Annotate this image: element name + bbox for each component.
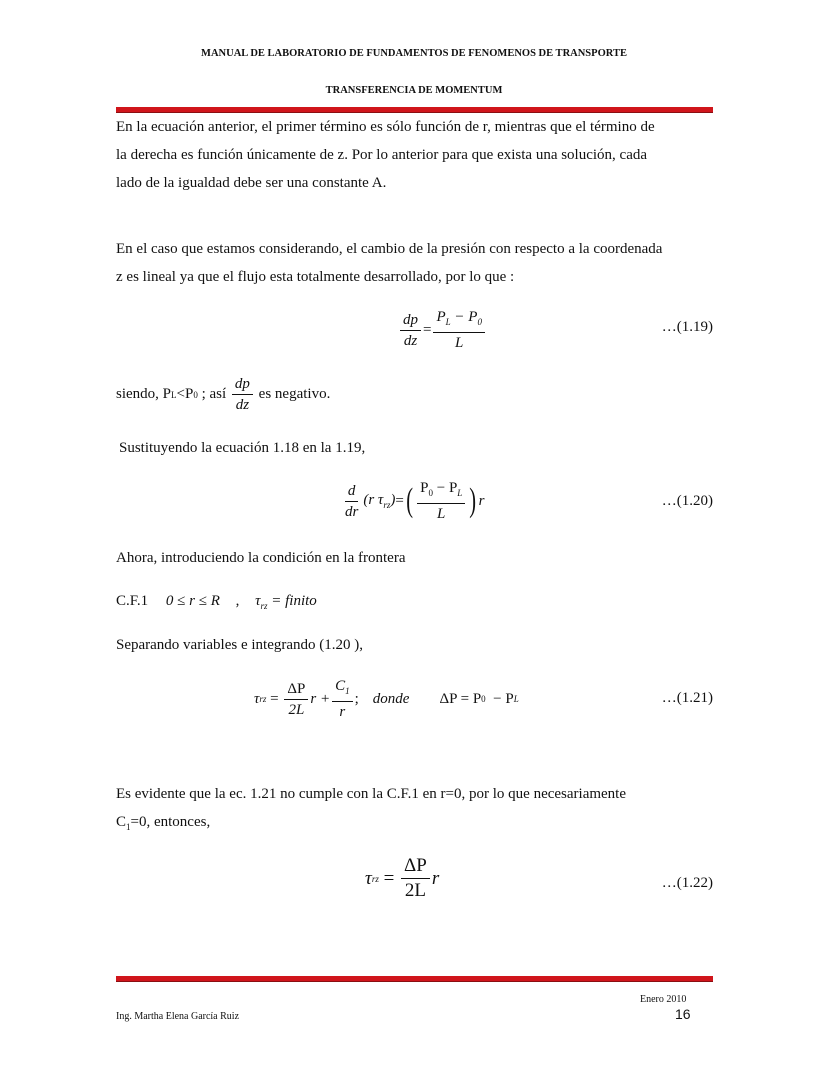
paragraph-3 [116, 780, 713, 841]
siendo-line [116, 374, 330, 415]
separando-line: Separando variables e integrando (1.20 ), [116, 637, 363, 653]
text: − P [485, 690, 514, 707]
symbol: τ [365, 867, 372, 889]
text-line: lado de la igualdad debe ser una constante A. [116, 175, 387, 191]
footer-date: Enero 2010 [640, 994, 687, 1005]
equals-sign: = [378, 867, 400, 889]
equation-1-20: $\frac{d}{dr}$ (r $\tau_{rz}$) = ( $\frac{P_0 - P_L}{L}$ ) r [340, 478, 484, 524]
subscript: rz [260, 601, 268, 611]
text: donde [372, 690, 410, 707]
symbol: r + [310, 690, 331, 707]
fraction-numerator: ΔP [401, 854, 430, 879]
text: = finito [267, 593, 317, 609]
equals-sign: = [395, 492, 404, 509]
fraction-denominator: 2L [288, 701, 305, 718]
fraction-numerator: d [345, 481, 359, 502]
symbol: P [420, 480, 429, 496]
symbol: P [468, 309, 478, 325]
subscript: 1 [126, 822, 131, 832]
range: 0 ≤ r ≤ R [165, 593, 220, 609]
equation-number: …(1.21) [661, 690, 713, 706]
fraction-denominator: L [455, 335, 464, 351]
fraction-denominator: dr [345, 503, 359, 520]
text: , [235, 593, 240, 609]
subscript: L [457, 488, 463, 498]
fraction-numerator: dp [400, 310, 421, 331]
subscript: 0 [193, 389, 198, 400]
subscript: 1 [345, 686, 350, 696]
subscript: 0 [477, 317, 482, 327]
subscript: rz [383, 500, 391, 510]
text: =0, entonces, [130, 814, 211, 830]
fraction-denominator: L [437, 506, 446, 522]
subscript: L [445, 317, 451, 327]
subscript: L [171, 389, 177, 400]
text: es negativo. [254, 386, 331, 402]
footer-author: Ing. Martha Elena García Ruiz [116, 1011, 240, 1022]
equation-1-22 [365, 854, 439, 903]
symbol: P [436, 309, 446, 325]
operator: − [432, 480, 449, 496]
fraction-denominator: 2L [404, 880, 426, 901]
equation-number: …(1.19) [661, 319, 713, 335]
symbol: τ [255, 593, 261, 609]
text: siendo, P [116, 386, 172, 402]
subscript: L [513, 694, 519, 704]
subscript: 0 [481, 694, 486, 704]
text-line: z es lineal ya que el flujo esta totalmente desarrollado, por lo que : [116, 269, 515, 285]
text-line: la derecha es función únicamente de z. Por lo anterior para que exista una solución, cada [116, 147, 648, 163]
fraction-denominator: r [339, 704, 346, 720]
sustituyendo-line: Sustituyendo la ecuación 1.18 en la 1.19, [119, 440, 366, 456]
symbol: P [448, 480, 458, 496]
equation-1-19 [398, 307, 487, 353]
equals-sign: = [266, 690, 283, 707]
text: <P [176, 386, 194, 402]
operator: − [450, 309, 469, 325]
fraction-denominator: dz [403, 332, 418, 349]
fraction-numerator: ΔP [284, 679, 308, 700]
subscript: 0 [428, 488, 433, 498]
symbol: C [335, 678, 346, 694]
paragraph-1 [116, 113, 713, 197]
symbol: r [431, 867, 440, 889]
footer-rule [116, 976, 713, 982]
symbol: τ [254, 690, 260, 707]
document-header-subtitle: TRANSFERENCIA DE MOMENTUM [325, 85, 503, 96]
paragraph-2 [116, 235, 713, 291]
subscript: rz [371, 873, 379, 884]
text-line: En la ecuación anterior, el primer término es sólo función de r, mientras que el término de [116, 119, 655, 135]
symbol: C [116, 814, 127, 830]
text-line: En el caso que estamos considerando, el cambio de la presión con respecto a la coordenada [116, 241, 663, 257]
text-line: Es evidente que la ec. 1.21 no cumple con la C.F.1 en r=0, por lo que necesariamente [116, 786, 627, 802]
text: ΔP = P [439, 690, 482, 707]
page-number: 16 [675, 1006, 691, 1022]
ahora-line: Ahora, introduciendo la condición en la frontera [116, 550, 406, 566]
document-header-title: MANUAL DE LABORATORIO DE FUNDAMENTOS DE FENOMENOS DE TRANSPORTE [201, 48, 627, 59]
text: ; así [197, 386, 230, 402]
text: ; [354, 690, 359, 707]
symbol: r τ [368, 492, 384, 508]
text-line [116, 808, 713, 841]
equation-number: …(1.20) [661, 493, 713, 509]
symbol: r [478, 492, 485, 509]
fraction-denominator: dz [235, 397, 250, 413]
fraction-numerator: dp [232, 374, 253, 395]
equals-sign: = [423, 321, 432, 338]
boundary-condition [116, 593, 317, 611]
equation-1-21 [254, 676, 519, 722]
subscript: rz [259, 694, 267, 704]
equation-number: …(1.22) [661, 875, 713, 891]
label: C.F.1 [116, 593, 149, 609]
